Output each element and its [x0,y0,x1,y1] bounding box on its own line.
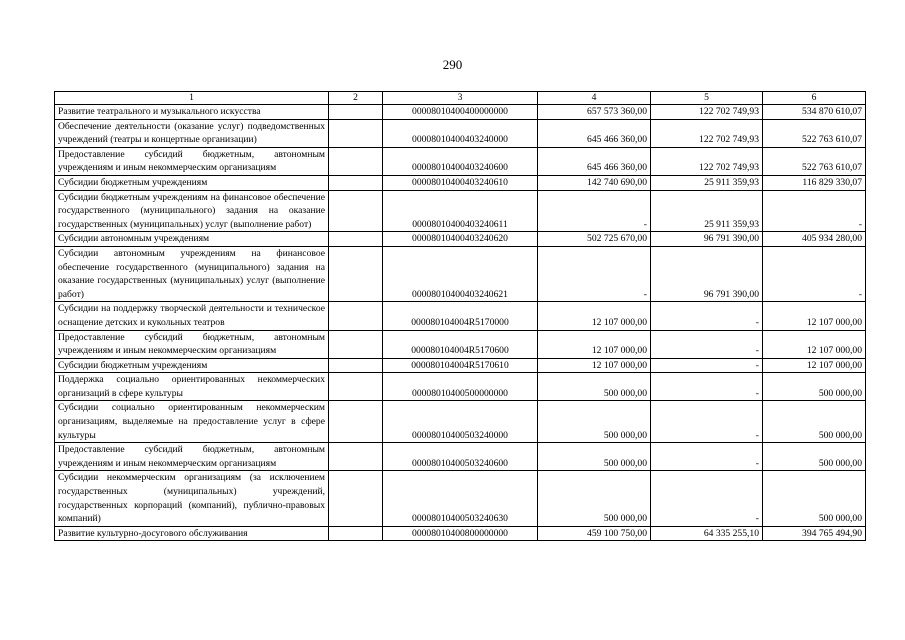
table-row [55,330,866,358]
row-col2-cell [329,246,383,301]
row-value-5-cell: - [651,302,763,330]
row-value-4-cell: 500 000,00 [538,401,651,443]
row-value-4-cell: 12 107 000,00 [538,330,651,358]
row-value-6-cell: 534 870 610,07 [763,105,866,120]
row-col2-cell [329,401,383,443]
row-col2-cell [329,330,383,358]
row-value-4-cell: 645 466 360,00 [538,147,651,175]
row-value-6-cell: 500 000,00 [763,373,866,401]
table-row [55,190,866,232]
table-row [55,175,866,190]
budget-table [54,91,866,541]
table-row [55,358,866,373]
row-value-5-cell: 122 702 749,93 [651,119,763,147]
row-value-6-cell: 12 107 000,00 [763,358,866,373]
row-value-4-cell: 657 573 360,00 [538,105,651,120]
row-col2-cell [329,190,383,232]
table-row [55,232,866,247]
row-col2-cell [329,105,383,120]
row-value-6-cell: 394 765 494,90 [763,526,866,541]
row-value-6-cell: - [763,246,866,301]
table-row [55,443,866,471]
row-name-cell: Субсидии на поддержку творческой деятельности и техническое оснащение детских и кукольных театров [55,302,329,330]
table-row [55,373,866,401]
row-col2-cell [329,443,383,471]
row-col2-cell [329,471,383,526]
row-code-cell: 000080104004R5170600 [383,330,538,358]
row-value-4-cell: 502 725 670,00 [538,232,651,247]
row-value-5-cell: - [651,401,763,443]
row-col2-cell [329,232,383,247]
table-row [55,246,866,301]
table-row [55,302,866,330]
header-cell-4: 4 [538,92,651,105]
row-value-4-cell: - [538,246,651,301]
header-cell-5: 5 [651,92,763,105]
row-col2-cell [329,302,383,330]
row-name-cell: Поддержка социально ориентированных некоммерческих организаций в сфере культуры [55,373,329,401]
table-row [55,401,866,443]
row-name-cell: Субсидии некоммерческим организациям (за исключением государственных (муниципальных) учреждений, государственных корпораций (компаний), публично-правовых компаний) [55,471,329,526]
row-value-6-cell: 500 000,00 [763,443,866,471]
row-name-cell: Развитие театрального и музыкального искусства [55,105,329,120]
row-code-cell: 00008010400403240620 [383,232,538,247]
row-code-cell: 000080104004R5170000 [383,302,538,330]
row-code-cell: 00008010400403240610 [383,175,538,190]
row-value-5-cell: 122 702 749,93 [651,147,763,175]
header-cell-6: 6 [763,92,866,105]
table-row [55,147,866,175]
row-name-cell: Предоставление субсидий бюджетным, автономным учреждениям и иным некоммерческим организациям [55,443,329,471]
row-value-4-cell: 500 000,00 [538,471,651,526]
row-value-6-cell: 12 107 000,00 [763,302,866,330]
row-value-6-cell: - [763,190,866,232]
row-value-6-cell: 500 000,00 [763,401,866,443]
row-code-cell: 00008010400503240630 [383,471,538,526]
row-value-4-cell: 12 107 000,00 [538,302,651,330]
row-value-5-cell: 25 911 359,93 [651,175,763,190]
row-value-5-cell: - [651,471,763,526]
page-number: 290 [442,57,463,72]
row-name-cell: Субсидии социально ориентированным некоммерческим организациям, выделяемые на предоставление услуг в сфере культуры [55,401,329,443]
row-code-cell: 00008010400403240621 [383,246,538,301]
row-value-4-cell: 500 000,00 [538,373,651,401]
row-code-cell: 00008010400400000000 [383,105,538,120]
header-cell-2: 2 [329,92,383,105]
row-code-cell: 00008010400500000000 [383,373,538,401]
row-name-cell: Предоставление субсидий бюджетным, автономным учреждениям и иным некоммерческим организациям [55,147,329,175]
table-row [55,119,866,147]
row-name-cell: Субсидии автономным учреждениям на финансовое обеспечение государственного (муниципального) задания на оказание государственных (муниципальных) услуг (выполнение работ) [55,246,329,301]
row-value-6-cell: 522 763 610,07 [763,147,866,175]
row-col2-cell [329,373,383,401]
row-name-cell: Обеспечение деятельности (оказание услуг) подведомственных учреждений (театры и концертные организации) [55,119,329,147]
row-value-5-cell: 122 702 749,93 [651,105,763,120]
row-value-4-cell: 459 100 750,00 [538,526,651,541]
row-value-6-cell: 405 934 280,00 [763,232,866,247]
row-value-5-cell: 64 335 255,10 [651,526,763,541]
table-row [55,471,866,526]
row-value-6-cell: 116 829 330,07 [763,175,866,190]
row-col2-cell [329,147,383,175]
row-value-5-cell: - [651,373,763,401]
row-value-4-cell: 645 466 360,00 [538,119,651,147]
table-row [55,526,866,541]
table-row [55,105,866,120]
row-value-5-cell: - [651,330,763,358]
row-code-cell: 00008010400503240600 [383,443,538,471]
row-code-cell: 00008010400403240611 [383,190,538,232]
header-cell-1: 1 [55,92,329,105]
row-value-5-cell: - [651,358,763,373]
row-value-6-cell: 12 107 000,00 [763,330,866,358]
row-col2-cell [329,358,383,373]
row-value-4-cell: - [538,190,651,232]
row-code-cell: 00008010400800000000 [383,526,538,541]
row-name-cell: Развитие культурно-досугового обслуживания [55,526,329,541]
row-name-cell: Субсидии бюджетным учреждениям на финансовое обеспечение государственного (муниципального) задания на оказание государственных (муниципальных) услуг (выполнение работ) [55,190,329,232]
row-value-4-cell: 142 740 690,00 [538,175,651,190]
row-value-6-cell: 522 763 610,07 [763,119,866,147]
row-col2-cell [329,526,383,541]
header-cell-3: 3 [383,92,538,105]
row-name-cell: Субсидии бюджетным учреждениям [55,358,329,373]
row-col2-cell [329,175,383,190]
row-code-cell: 00008010400503240000 [383,401,538,443]
row-value-4-cell: 500 000,00 [538,443,651,471]
row-name-cell: Субсидии автономным учреждениям [55,232,329,247]
row-name-cell: Предоставление субсидий бюджетным, автономным учреждениям и иным некоммерческим организациям [55,330,329,358]
row-code-cell: 00008010400403240600 [383,147,538,175]
row-code-cell: 000080104004R5170610 [383,358,538,373]
row-value-5-cell: 25 911 359,93 [651,190,763,232]
row-code-cell: 00008010400403240000 [383,119,538,147]
row-col2-cell [329,119,383,147]
table-header-row [55,92,866,105]
row-value-4-cell: 12 107 000,00 [538,358,651,373]
row-name-cell: Субсидии бюджетным учреждениям [55,175,329,190]
row-value-5-cell: - [651,443,763,471]
row-value-6-cell: 500 000,00 [763,471,866,526]
row-value-5-cell: 96 791 390,00 [651,232,763,247]
row-value-5-cell: 96 791 390,00 [651,246,763,301]
